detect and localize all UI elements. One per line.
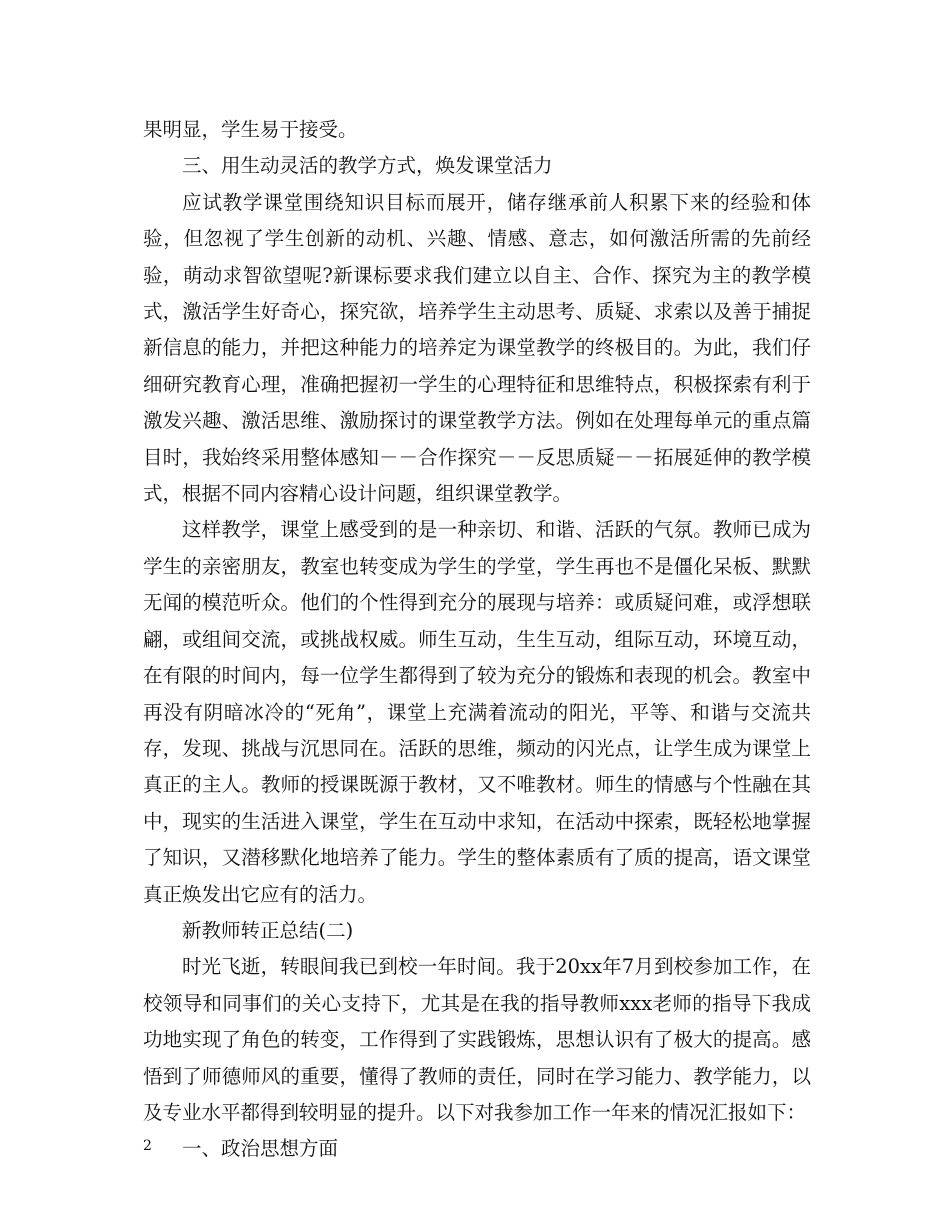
paragraph-continuation: 果明显，学生易于接受。 <box>143 118 358 141</box>
document-body <box>143 112 811 1168</box>
paragraph-one-year-review: 时光飞逝，转眼间我已到校一年时间。我于20xx年7月到校参加工作，在校领导和同事们的关心支持下，尤其是在我的指导教师xxx老师的指导下我成功地实现了角色的转变，工作得到了实践锻炼，思想认识有了极大的提高。感悟到了师德师风的重要，懂得了教师的责任，同时在学习能力、教学能力，以及专业水平都得到较明显的提升。以下对我参加工作一年来的情况汇报如下： <box>143 955 811 1124</box>
page-number: 2 <box>143 1138 152 1154</box>
section-heading-summary-two: 新教师转正总结(二) <box>182 918 354 942</box>
section-heading-teaching-methods: 三、用生动灵活的教学方式，焕发课堂活力 <box>182 154 553 178</box>
section-heading-political-thought: 一、政治思想方面 <box>182 1137 339 1161</box>
paragraph-classroom-atmosphere: 这样教学，课堂上感受到的是一种亲切、和谐、活跃的气氛。教师已成为学生的亲密朋友，教室也转变成为学生的学堂，学生再也不是僵化呆板、默默无闻的模范听众。他们的个性得到充分的展现与培养：或质疑问难，或浮想联翩，或组间交流，或挑战权威。师生互动，生生互动，组际互动，环境互动，在有限的时间内，每一位学生都得到了较为充分的锻炼和表现的机会。教室中再没有阴暗冰冷的“死角”，课堂上充满着流动的阳光，平等、和谐与交流共存，发现、挑战与沉思同在。活跃的思维，频动的闪光点，让学生成为课堂上真正的主人。教师的授课既源于教材，又不唯教材。师生的情感与个性融在其中，现实的生活进入课堂，学生在互动中求知，在活动中探索，既轻松地掌握了知识，又潜移默化地培养了能力。学生的整体素质有了质的提高，语文课堂真正焕发出它应有的活力。 <box>143 518 811 906</box>
paragraph-teaching-model: 应试教学课堂围绕知识目标而展开，储存继承前人积累下来的经验和体验，但忽视了学生创新的动机、兴趣、情感、意志，如何激活所需的先前经验，萌动求智欲望呢?新课标要求我们建立以自主、合作、探究为主的教学模式，激活学生好奇心，探究欲，培养学生主动思考、质疑、求索以及善于捕捉新信息的能力，并把这种能力的培养定为课堂教学的终极目的。为此，我们仔细研究教育心理，准确把握初一学生的心理特征和思维特点，积极探索有利于激发兴趣、激活思维、激励探讨的课堂教学方法。例如在处理每单元的重点篇目时，我始终采用整体感知－－合作探究－－反思质疑－－拓展延伸的教学模式，根据不同内容精心设计问题，组织课堂教学。 <box>143 190 811 506</box>
